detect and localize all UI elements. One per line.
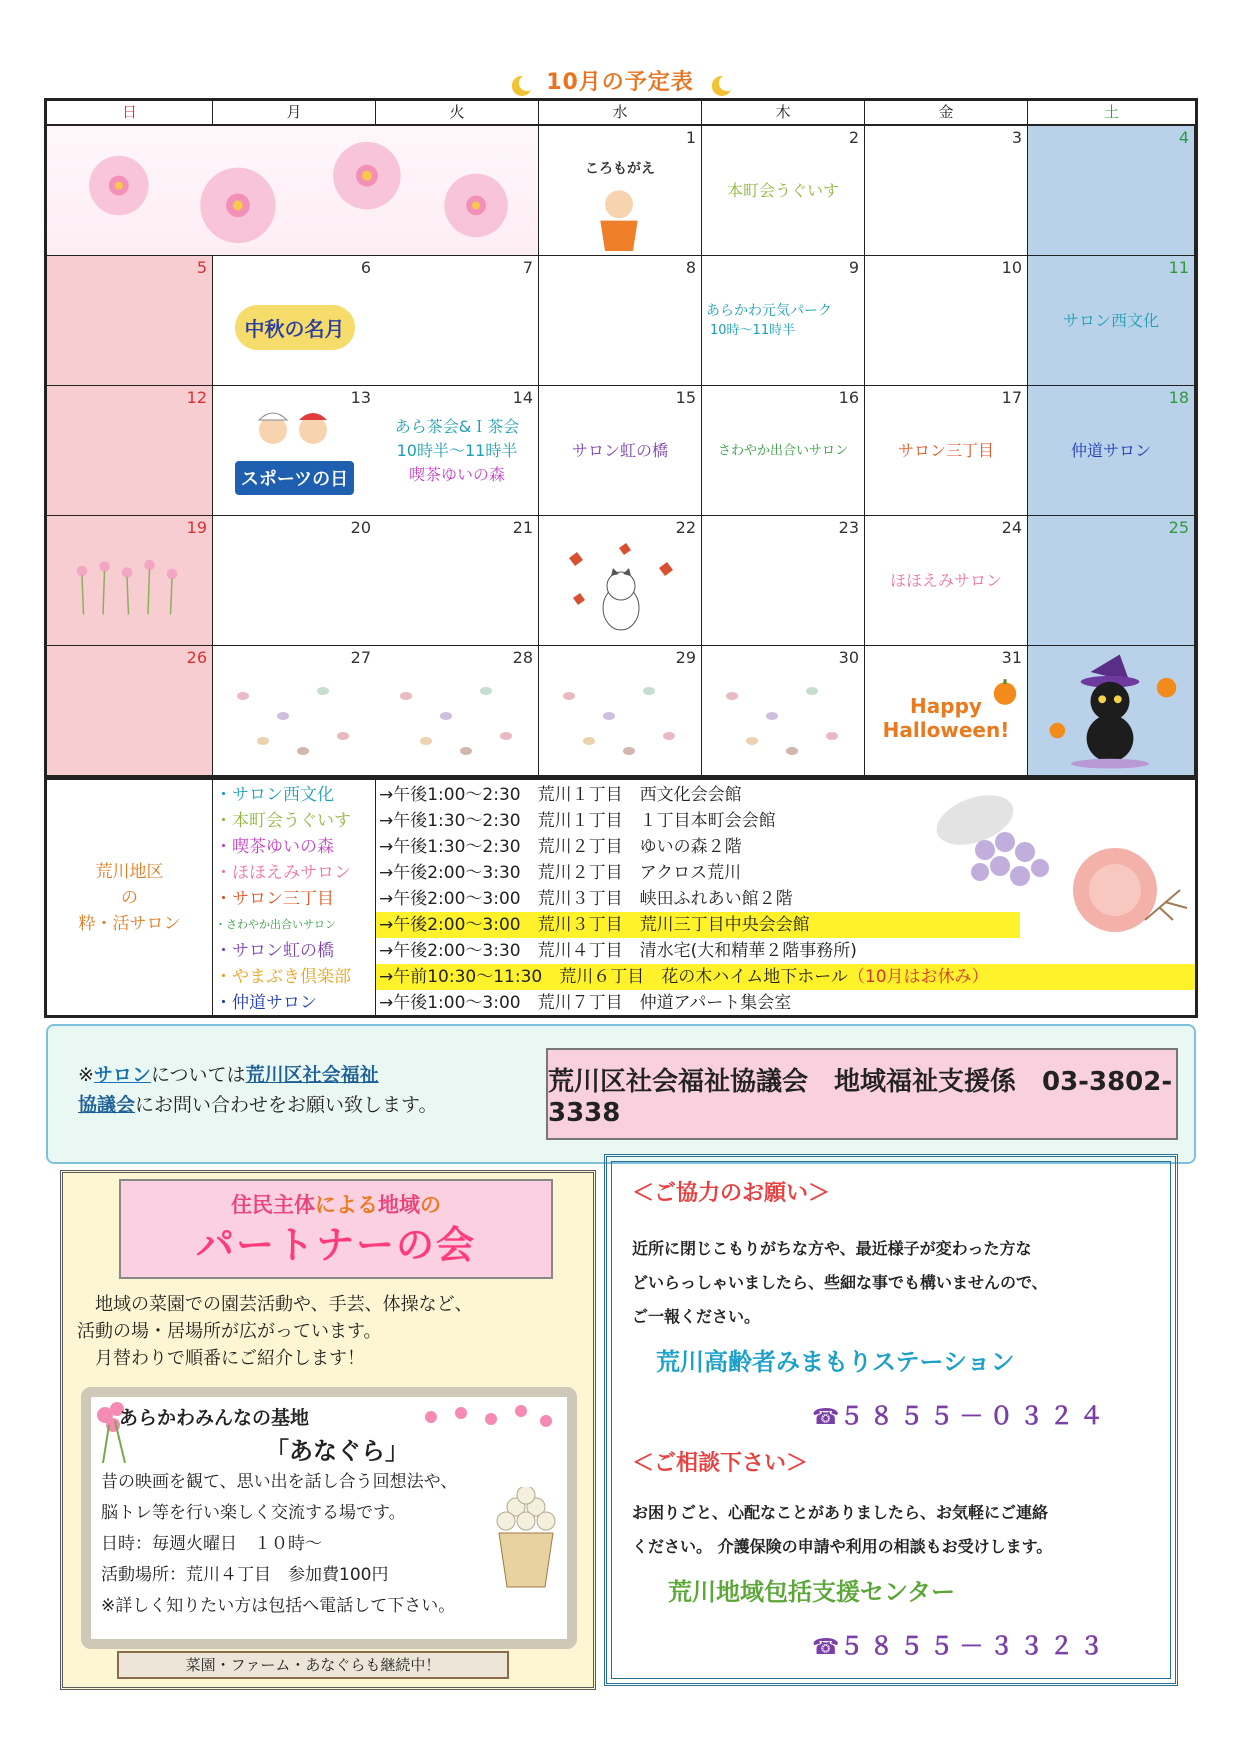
partner-section <box>60 1170 596 1690</box>
illustration <box>221 278 368 377</box>
intro-line: 月替わりで順番にご紹介します！ <box>77 1348 365 1369</box>
calendar-day-cell <box>47 386 213 516</box>
cooperation-line: 近所に閉じこもりがちな方や、最近様子が変わった方な <box>632 1239 1032 1258</box>
calendar-day-cell <box>47 516 213 646</box>
notice-text-part: については <box>150 1064 246 1086</box>
intro-line: 活動の場・居場所が広がっています。 <box>77 1321 382 1342</box>
phone-number: ５８５５－３３２３ <box>839 1632 1110 1660</box>
salon-name: ・サロン虹の橋 <box>215 941 334 961</box>
area-label-line: 粋・活サロン <box>78 914 181 934</box>
calendar-day-cell <box>1028 516 1195 646</box>
calendar-day-cell <box>213 256 376 386</box>
notice-mark: ※ <box>78 1064 94 1086</box>
page-title-bar <box>0 66 1240 100</box>
calendar-day-cell <box>865 646 1028 776</box>
support-center-phone <box>812 1626 1109 1661</box>
salon-detail-row <box>376 938 1195 964</box>
salon-detail-row <box>376 990 1195 1016</box>
notice-text <box>78 1060 548 1120</box>
salon-link[interactable]: サロン <box>93 1064 151 1086</box>
day-number: 26 <box>186 648 207 667</box>
event-time: 10時半～11時半 <box>396 440 518 460</box>
board-footer: 菜園・ファーム・あなぐらも継続中！ <box>117 1651 509 1679</box>
black-cat-witch-icon <box>1032 652 1188 770</box>
board-title: 「あなぐら」 <box>265 1437 409 1465</box>
weekday-label: 水 <box>539 101 702 124</box>
calendar-day-cell <box>1028 126 1195 256</box>
salon-detail: →午後2:00～3:00 荒川３丁目 峡田ふれあい館２階 <box>379 889 793 909</box>
event <box>702 301 864 341</box>
calendar-day-cell <box>702 646 865 776</box>
day-number: 9 <box>848 258 859 277</box>
partner-intro <box>77 1291 597 1372</box>
event <box>376 415 538 487</box>
salon-name: ・サロン西文化 <box>215 785 334 805</box>
salon-detail-row <box>376 886 1195 912</box>
illustration-lettering: スポーツの日 <box>235 461 354 495</box>
day-number: 18 <box>1168 388 1189 407</box>
consult-heading: ＜ご相談下さい＞ <box>632 1451 809 1476</box>
calendar-day-cell <box>702 126 865 256</box>
day-number: 16 <box>838 388 859 407</box>
event <box>702 441 864 460</box>
calendar-day-cell <box>376 646 539 776</box>
crescent-moon-icon <box>707 74 733 96</box>
calendar-day-cell <box>213 646 376 776</box>
consult-line: ください。 介護保険の申請や利用の相談もお受けします。 <box>632 1537 1053 1556</box>
falling-leaves-icon <box>539 666 699 766</box>
day-number: 30 <box>838 648 859 667</box>
weekday-label: 金 <box>865 101 1028 124</box>
cosmos-flower-icon <box>47 126 538 255</box>
salon-detail: →午後1:30～2:30 荒川１丁目 １丁目本町会会館 <box>379 811 776 831</box>
salon-detail: →午後1:30～2:30 荒川２丁目 ゆいの森２階 <box>379 837 742 857</box>
day-number: 15 <box>675 388 696 407</box>
calendar-day-cell <box>539 646 702 776</box>
salon-detail: →午後2:00～3:30 荒川４丁目 清水宅(大和精華２階事務所) <box>379 941 857 961</box>
cooperation-line: どいらっしゃいましたら、些細な事でも構いませんので、 <box>632 1273 1048 1292</box>
calendar-day-cell <box>213 386 376 516</box>
board-line: 活動場所：荒川４丁目 参加費100円 <box>101 1565 389 1585</box>
salon-closed-note: （10月はお休み） <box>847 967 989 987</box>
day-number: 19 <box>186 518 207 537</box>
salon-name: ・やまぶき倶楽部 <box>215 967 351 987</box>
support-center-name: 荒川地域包括支援センター <box>668 1578 956 1606</box>
pumpkin-icon <box>989 676 1021 708</box>
day-number: 2 <box>848 128 859 147</box>
event <box>1028 439 1194 463</box>
salon-name: ・喫茶ゆいの森 <box>215 837 334 857</box>
day-number: 7 <box>522 258 533 277</box>
salon-detail: →午後1:00～3:00 荒川７丁目 仲道アパート集会室 <box>379 993 792 1013</box>
title-part: の <box>420 1193 441 1217</box>
board-line: 脳トレ等を行い楽しく交流する場です。 <box>101 1503 406 1523</box>
calendar-day-cell <box>539 516 702 646</box>
blackboard <box>81 1387 577 1649</box>
salon-detail-row <box>376 782 1195 808</box>
board-line: 昔の映画を観て、思い出を話し合う回想法や、 <box>101 1472 458 1492</box>
calendar-day-cell <box>702 256 865 386</box>
title-part: 地域 <box>378 1193 420 1217</box>
salon-detail-row <box>376 834 1195 860</box>
title-part: による <box>315 1193 378 1217</box>
weekday-header <box>47 101 1195 126</box>
calendar-day-cell <box>1028 386 1195 516</box>
calendar-day-cell <box>376 516 539 646</box>
salon-detail-row <box>376 860 1195 886</box>
dango-offering-icon <box>491 1487 561 1597</box>
cooperation-inner <box>611 1161 1171 1679</box>
day-number: 3 <box>1011 128 1022 147</box>
council-link-part1[interactable]: 荒川区社会福祉 <box>245 1064 379 1086</box>
watch-station-name: 荒川高齢者みまもりステーション <box>656 1348 1015 1376</box>
falling-leaves-icon <box>376 666 536 766</box>
cooperation-line: ご一報ください。 <box>632 1307 761 1326</box>
cooperation-section <box>604 1154 1178 1686</box>
calendar-day-cell <box>376 386 539 516</box>
calendar-grid <box>47 126 1195 776</box>
board-heading: あらかわみんなの基地 <box>119 1407 310 1429</box>
event-title: さわやか出合いサロン <box>717 443 848 458</box>
falling-leaves-icon <box>702 666 862 766</box>
partner-title-line1 <box>121 1189 551 1219</box>
children-icon <box>233 406 353 456</box>
day-number: 5 <box>196 258 207 277</box>
intro-line: 地域の菜園での園芸活動や、手芸、体操など、 <box>77 1294 473 1315</box>
phone-icon: ☎ <box>812 1405 840 1430</box>
day-number: 12 <box>186 388 207 407</box>
calendar-day-cell <box>376 256 539 386</box>
illustration-lettering: 中秋の名月 <box>235 305 355 350</box>
day-number: 8 <box>685 258 696 277</box>
event-title: あら茶会&Ｉ茶会 <box>394 416 520 436</box>
day-number: 25 <box>1168 518 1189 537</box>
day-number: 4 <box>1178 128 1189 147</box>
day-number: 31 <box>1001 648 1022 667</box>
event <box>865 439 1027 463</box>
calendar-day-cell <box>539 386 702 516</box>
title-part: 住民主体 <box>231 1193 315 1217</box>
salon-area-label <box>47 780 213 1016</box>
page-title: 10月の予定表 <box>546 70 694 95</box>
weekday-label: 日 <box>47 101 213 124</box>
calendar-day-cell <box>1028 256 1195 386</box>
calendar-day-cell <box>213 516 376 646</box>
salon-detail: →午後2:00～3:30 荒川２丁目 アクロス荒川 <box>379 863 742 883</box>
salon-name: ・ほほえみサロン <box>215 863 351 883</box>
crescent-moon-icon <box>507 74 533 96</box>
salon-name: ・さわやか出合いサロン <box>215 918 336 931</box>
weekday-label: 月 <box>213 101 376 124</box>
salon-detail-row <box>376 912 1020 938</box>
calendar-day-cell <box>47 646 213 776</box>
cosmos-flower-icon <box>67 556 187 616</box>
calendar <box>44 98 1198 778</box>
salon-name: ・サロン三丁目 <box>215 889 334 909</box>
day-number: 1 <box>685 128 696 147</box>
illustration-lettering: ころもがえ <box>585 160 655 177</box>
calendar-day-cell <box>702 516 865 646</box>
phone-number: ５８５５－０３２４ <box>839 1402 1110 1430</box>
day-number: 14 <box>512 388 533 407</box>
calendar-day-cell <box>865 126 1028 256</box>
day-number: 28 <box>512 648 533 667</box>
calendar-day-cell <box>865 516 1028 646</box>
board-line: 日時：毎週火曜日 １０時～ <box>101 1534 322 1554</box>
consult-text <box>632 1496 1162 1564</box>
event <box>1028 309 1194 333</box>
event-title: 喫茶ゆいの森 <box>408 464 505 484</box>
falling-leaves-icon <box>213 666 373 766</box>
weekday-label: 木 <box>702 101 865 124</box>
event-title: サロン西文化 <box>1062 310 1159 330</box>
day-number: 10 <box>1001 258 1022 277</box>
day-number: 23 <box>838 518 859 537</box>
event-title: サロン三丁目 <box>897 440 994 460</box>
area-label-line: の <box>121 888 138 908</box>
calendar-day-cell <box>539 126 702 256</box>
child-icon <box>584 181 654 251</box>
board-body <box>101 1467 521 1622</box>
cosmos-banner <box>47 126 539 256</box>
event-title: サロン虹の橋 <box>571 440 668 460</box>
day-number: 21 <box>512 518 533 537</box>
calendar-day-cell <box>865 386 1028 516</box>
event <box>702 179 864 203</box>
calendar-day-cell <box>539 256 702 386</box>
event-title: あらかわ元気パーク <box>706 302 832 319</box>
salon-detail: →午後1:00～2:30 荒川１丁目 西文化会会館 <box>379 785 742 805</box>
salon-detail-row <box>376 808 1195 834</box>
day-number: 27 <box>350 648 371 667</box>
event <box>539 439 701 463</box>
salon-table <box>44 778 1198 1018</box>
council-link-part2[interactable]: 協議会 <box>78 1094 136 1116</box>
notice-scroll <box>46 1024 1196 1164</box>
board-line: ※詳しく知りたい方は包括へ電話して下さい。 <box>101 1596 456 1616</box>
consult-line: お困りごと、心配なことがありましたら、お気軽にご連絡 <box>632 1503 1049 1522</box>
day-number: 24 <box>1001 518 1022 537</box>
day-number: 11 <box>1168 258 1189 277</box>
event <box>865 569 1027 593</box>
watch-station-phone <box>812 1396 1109 1431</box>
salon-detail: →午前10:30～11:30 荒川６丁目 花の木ハイム地下ホール <box>379 967 848 987</box>
salon-detail-row <box>376 964 1195 990</box>
notice-text-tail: にお問い合わせをお願い致します。 <box>135 1094 438 1116</box>
phone-icon: ☎ <box>812 1635 840 1660</box>
event-title: 仲道サロン <box>1070 440 1151 460</box>
cosmos-field-icon <box>411 1397 561 1437</box>
cooperation-heading: ＜ご協力のお願い＞ <box>632 1181 831 1206</box>
area-label-line: 荒川地区 <box>95 862 164 882</box>
contact-box: 荒川区社会福祉協議会 地域福祉支援係 03-3802-3338 <box>546 1048 1178 1140</box>
event-title: 本町会うぐいす <box>726 180 839 200</box>
calendar-day-cell <box>865 256 1028 386</box>
event-time: 10時～11時半 <box>710 322 796 338</box>
weekday-label: 火 <box>376 101 539 124</box>
partner-title-main: パートナーの会 <box>195 1223 476 1267</box>
salon-name: ・本町会うぐいす <box>215 811 351 831</box>
event-title: ほほえみサロン <box>889 570 1002 590</box>
day-number: 13 <box>350 388 371 407</box>
partner-title-box <box>119 1179 553 1279</box>
weekday-label: 土 <box>1103 103 1119 121</box>
salon-detail-list <box>376 780 1195 1016</box>
day-number: 6 <box>360 258 371 277</box>
salon-name-list <box>213 780 376 1016</box>
salon-name: ・仲道サロン <box>215 993 317 1013</box>
day-number: 17 <box>1001 388 1022 407</box>
calendar-day-cell <box>1028 646 1195 776</box>
day-number: 20 <box>350 518 371 537</box>
cooperation-text <box>632 1232 1162 1334</box>
day-number: 29 <box>675 648 696 667</box>
cat-with-leaves-icon <box>549 538 689 638</box>
calendar-day-cell <box>47 256 213 386</box>
calendar-day-cell <box>702 386 865 516</box>
salon-detail: →午後2:00～3:00 荒川３丁目 荒川三丁目中央会会館 <box>379 915 810 935</box>
illustration-lettering: Happy Halloween! <box>882 693 1010 742</box>
day-number: 22 <box>675 518 696 537</box>
